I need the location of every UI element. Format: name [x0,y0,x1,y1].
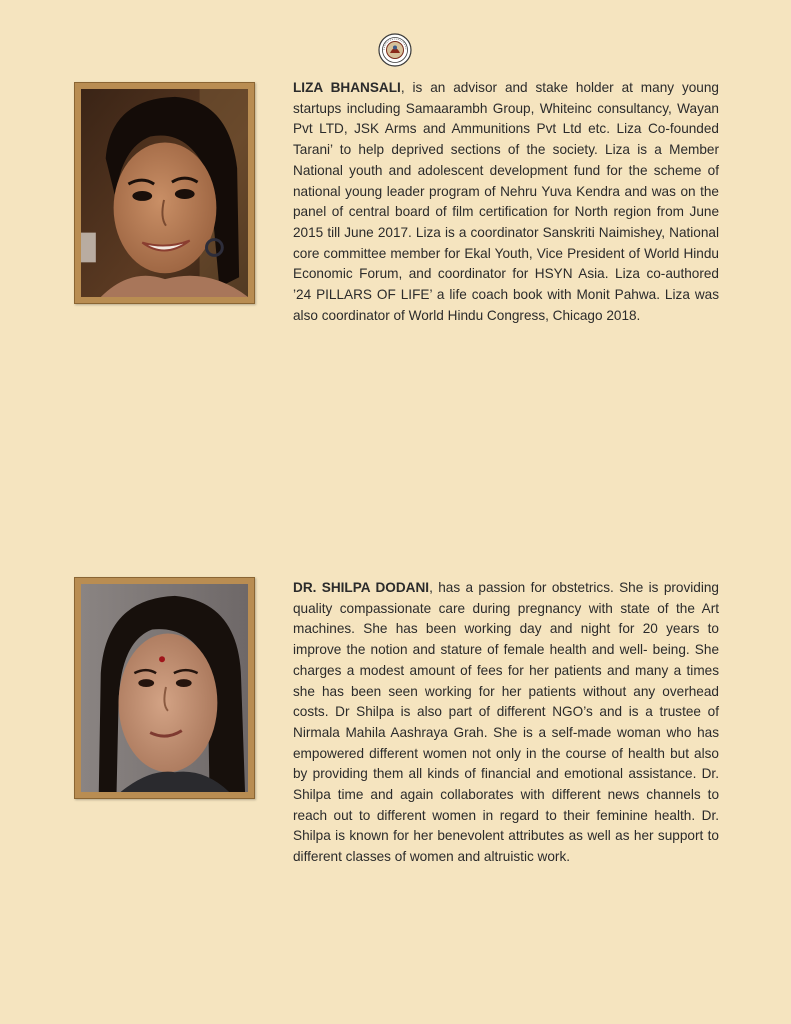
profile-bio: , is an advisor and stake holder at many young startups including Samaarambh Group, Whiteinc consultancy, Wayan Pvt LTD, JSK Arms and Ammunitions Pvt Ltd etc. Liza Co-founded Tarani’ to help deprived sections of the society. Liza is a Member National youth and adolescent development fund for the scheme of national young leader program of Nehru Yuva Kendra and was on the panel of central board of film certification for North region from June 2015 till June 2017. Liza is a coordinator Sanskriti Naimishey, National core committee member for Ekal Youth, Vice President of World Hindu Economic Forum, and coordinator for HSYN Asia. Liza co-authored ’24 PILLARS OF LIFE’ a life coach book with Monit Pahwa. Liza was also coordinator of World Hindu Congress, Chicago 2018. [293,80,719,323]
profile-photo-frame [74,577,255,799]
portrait-photo [81,89,248,297]
profile-name: LIZA BHANSALI [293,80,401,95]
profile-photo-frame [74,82,255,304]
profile-name: DR. SHILPA DODANI [293,580,430,595]
portrait-photo [81,584,248,792]
seal-emblem-icon [378,33,412,67]
profile-bio-text [293,78,719,326]
profile-bio: , has a passion for obstetrics. She is providing quality compassionate care during pregnancy with state of the Art machines. She has been working day and night for 20 years to improve the notion and stature of female health and well- being. She charges a modest amount of fees for her patients and many a times she has been seen working for her patients without any overhead costs. Dr Shilpa is also part of different NGO’s and is a trustee of Nirmala Mahila Aashraya Grah. She is a self-made woman who has empowered different women not only in the course of health but also by providing them all kinds of financial and emotional assistance. Dr. Shilpa time and again collaborates with different news channels to reach out to different women in regard to their feminine health. Dr. Shilpa is known for her benevolent attributes as well as her support to different classes of women and altruistic work. [293,580,719,865]
profile-bio-text [293,578,719,868]
